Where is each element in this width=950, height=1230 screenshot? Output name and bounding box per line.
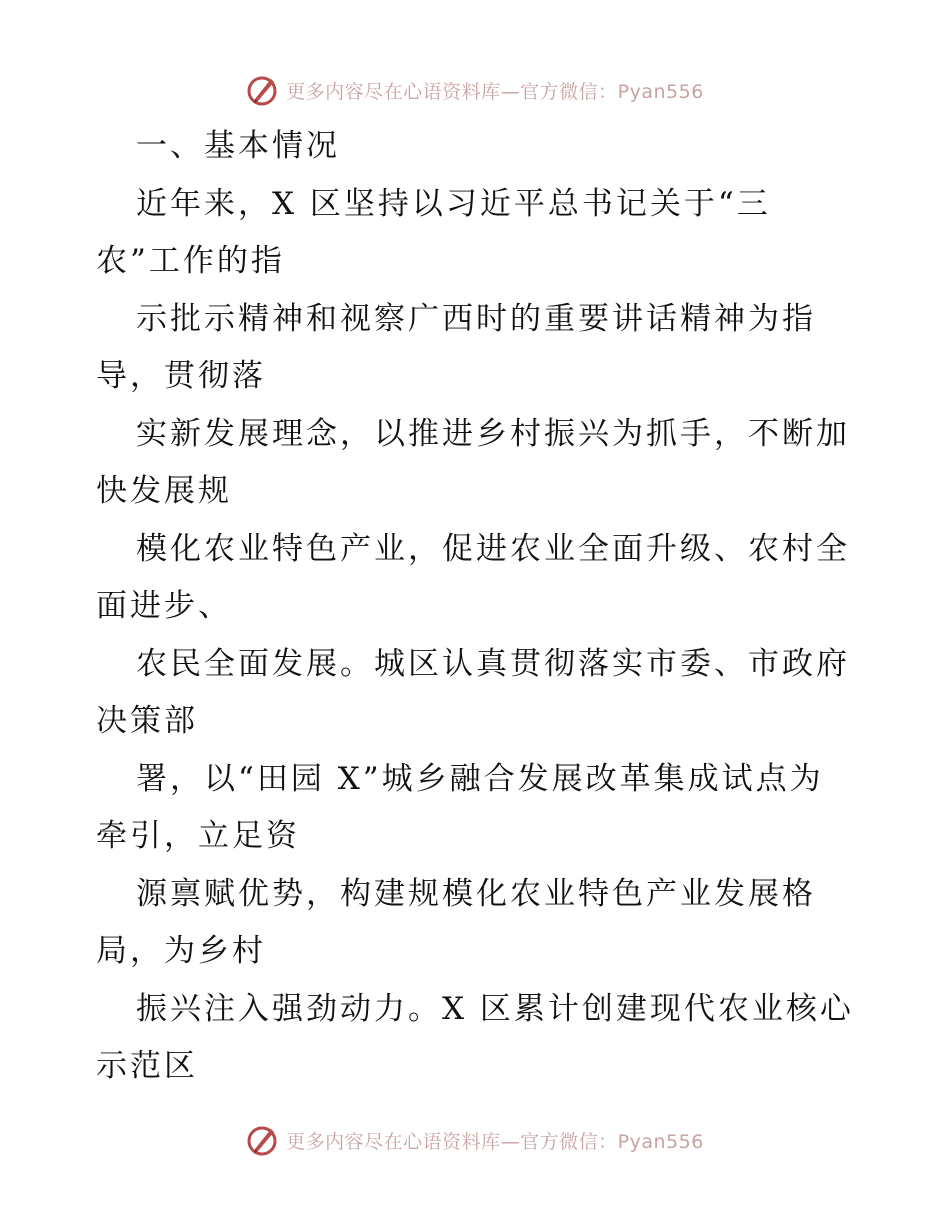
text-line: 实新发展理念，以推进乡村振兴为抓手，不断加 — [136, 415, 850, 452]
text-line: 导，贯彻落 — [96, 358, 266, 394]
footer-watermark — [0, 1120, 950, 1160]
text-line: 牵引，立足资 — [96, 818, 300, 854]
text-line: 近年来，X 区坚持以习近平总书记关于“三 — [136, 185, 771, 222]
text-line: 农民全面发展。城区认真贯彻落实市委、市政府 — [136, 645, 850, 682]
document-body — [96, 118, 886, 1096]
text-line: 署，以“田园 X”城乡融合发展改革集成试点为 — [136, 760, 824, 797]
watermark-text: 更多内容尽在心语资料库—官方微信：Pyan556 — [286, 1130, 704, 1153]
text-line: 农”工作的指 — [96, 243, 285, 279]
text-line: 振兴注入强劲动力。X 区累计创建现代农业核心 — [136, 990, 854, 1027]
section-heading: 一、基本情况 — [136, 128, 340, 164]
text-line: 决策部 — [96, 703, 198, 739]
quill-pen-logo-icon — [246, 1123, 280, 1157]
text-line: 示批示精神和视察广西时的重要讲话精神为指 — [136, 300, 816, 337]
text-line: 模化农业特色产业，促进农业全面升级、农村全 — [136, 530, 850, 567]
watermark-text: 更多内容尽在心语资料库—官方微信：Pyan556 — [286, 80, 704, 103]
text-line: 示范区 — [96, 1048, 198, 1084]
text-line: 面进步、 — [96, 588, 232, 624]
text-line: 局，为乡村 — [96, 933, 266, 969]
header-watermark — [0, 70, 950, 110]
quill-pen-logo-icon — [246, 73, 280, 107]
text-line: 快发展规 — [96, 473, 232, 509]
text-line: 源禀赋优势，构建规模化农业特色产业发展格 — [136, 875, 816, 912]
